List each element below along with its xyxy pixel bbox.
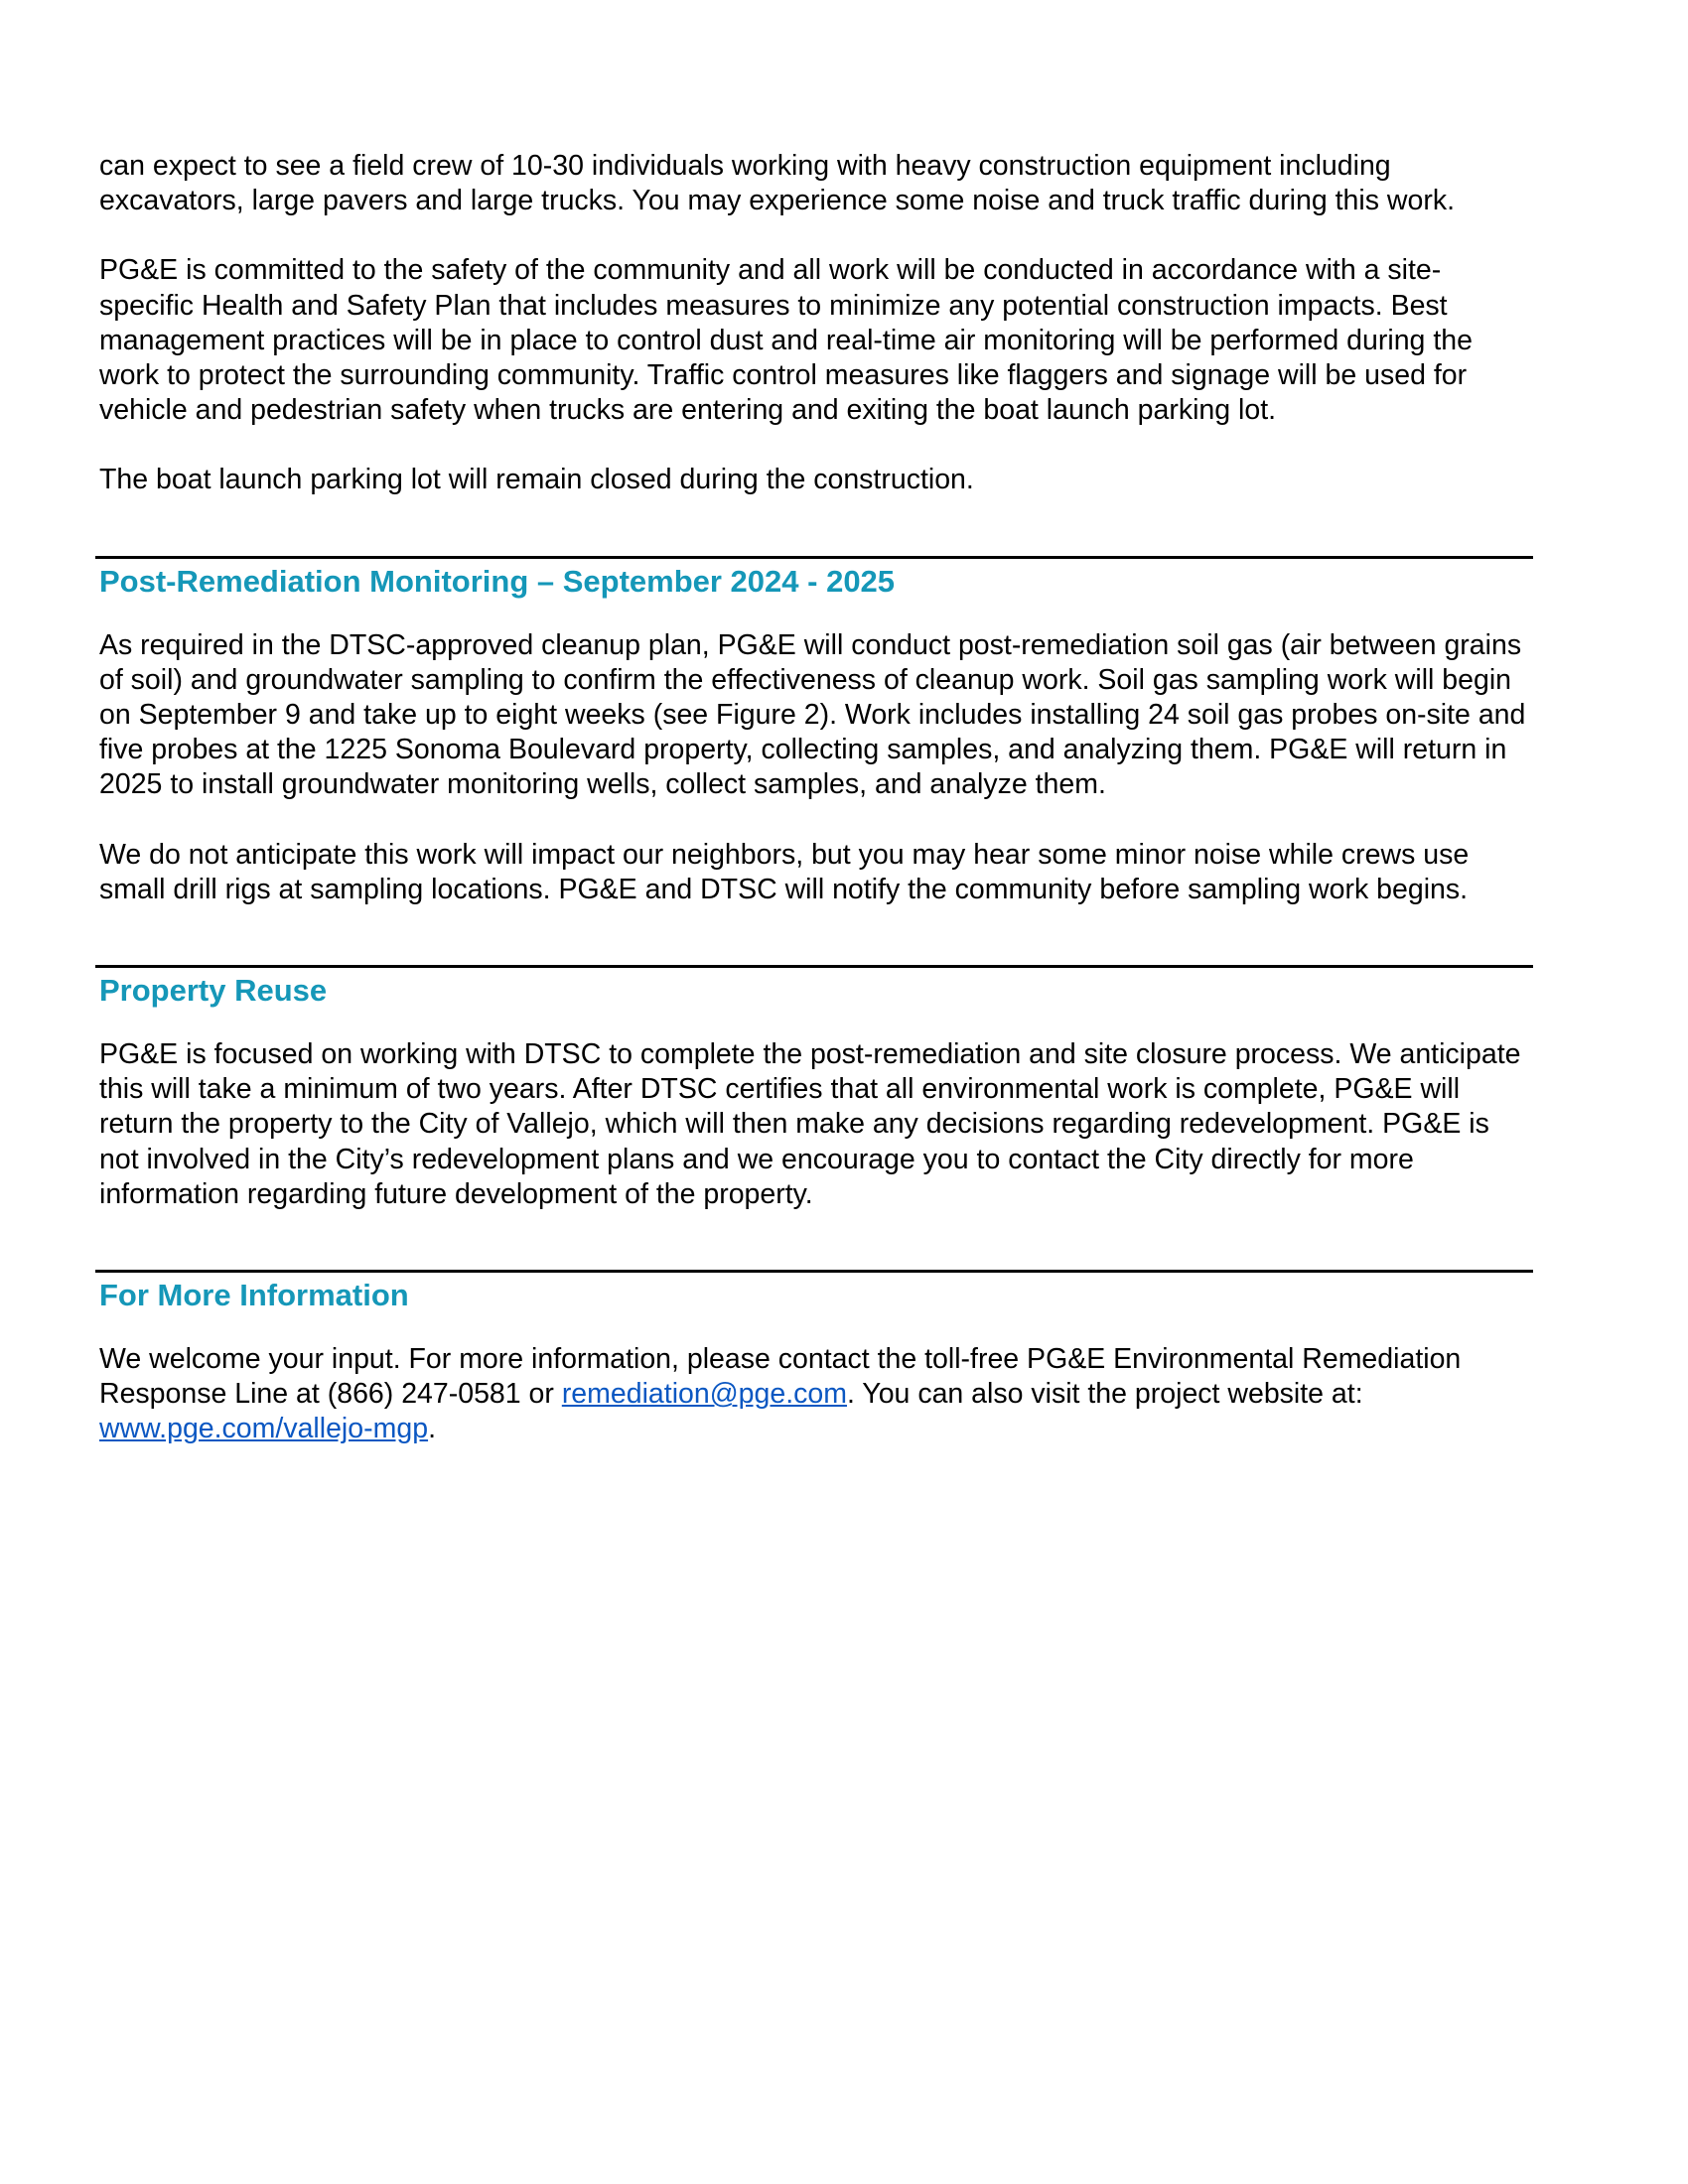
intro-paragraph-1: can expect to see a field crew of 10-30 individuals working with heavy construction equipment including excavators, large pavers and large trucks. You may experience some noise and truck traffic during this work. bbox=[99, 150, 1455, 217]
info-text-2: . You can also visit the project website at: bbox=[846, 1378, 1363, 1411]
reuse-heading: Property Reuse bbox=[99, 973, 328, 1009]
intro-paragraph-3: The boat launch parking lot will remain closed during the construction. bbox=[99, 464, 974, 496]
monitoring-paragraph-1: As required in the DTSC-approved cleanup plan, PG&E will conduct post-remediation soil gas (air between grains of soil) and groundwater sampling to confirm the effectiveness of cleanup work. Soil gas sampling work will begin on September 9 and take up to eight weeks (see Figure 2). Work includes installing 24 soil gas probes on-site and five probes at the 1225 Sonoma Boulevard property, collecting samples, and analyzing them. PG&E will return in 2025 to install groundwater monitoring wells, collect samples, and analyze them. bbox=[99, 628, 1526, 801]
reuse-paragraph: PG&E is focused on working with DTSC to complete the post-remediation and site closure process. We anticipate this will take a minimum of two years. After DTSC certifies that all environmental work is complete, PG&E will return the property to the City of Vallejo, which will then make any decisions regarding redevelopment. PG&E is not involved in the City’s redevelopment plans and we encourage you to contact the City directly for more information regarding future development of the property. bbox=[99, 1038, 1521, 1210]
info-text-1: We welcome your input. For more information, please contact the toll-free PG&E Environmental Remediation Response Line at (866) 247-0581 or bbox=[99, 1343, 1462, 1411]
info-text-3: . bbox=[428, 1413, 436, 1445]
monitoring-paragraph-2: We do not anticipate this work will impact our neighbors, but you may hear some minor noise while crews use small drill rigs at sampling locations. PG&E and DTSC will notify the community before sampling work begins. bbox=[99, 838, 1470, 905]
website-link[interactable]: www.pge.com/vallejo-mgp bbox=[99, 1413, 429, 1445]
document-page bbox=[99, 149, 1529, 1447]
monitoring-heading: Post-Remediation Monitoring – September 2024 - 2025 bbox=[99, 563, 896, 599]
info-paragraph bbox=[99, 1342, 1533, 1447]
info-heading: For More Information bbox=[99, 1278, 409, 1313]
email-link[interactable]: remediation@pge.com bbox=[561, 1378, 847, 1411]
reuse-section bbox=[95, 965, 1533, 1212]
intro-paragraph-2: PG&E is committed to the safety of the community and all work will be conducted in accordance with a site-specific Health and Safety Plan that includes measures to minimize any potential construction impacts. Best management practices will be in place to control dust and real-time air monitoring will be performed during the work to protect the surrounding community. Traffic control measures like flaggers and signage will be used for vehicle and pedestrian safety when trucks are entering and exiting the boat launch parking lot. bbox=[99, 254, 1473, 427]
monitoring-section bbox=[95, 556, 1533, 907]
info-section bbox=[95, 1270, 1533, 1447]
